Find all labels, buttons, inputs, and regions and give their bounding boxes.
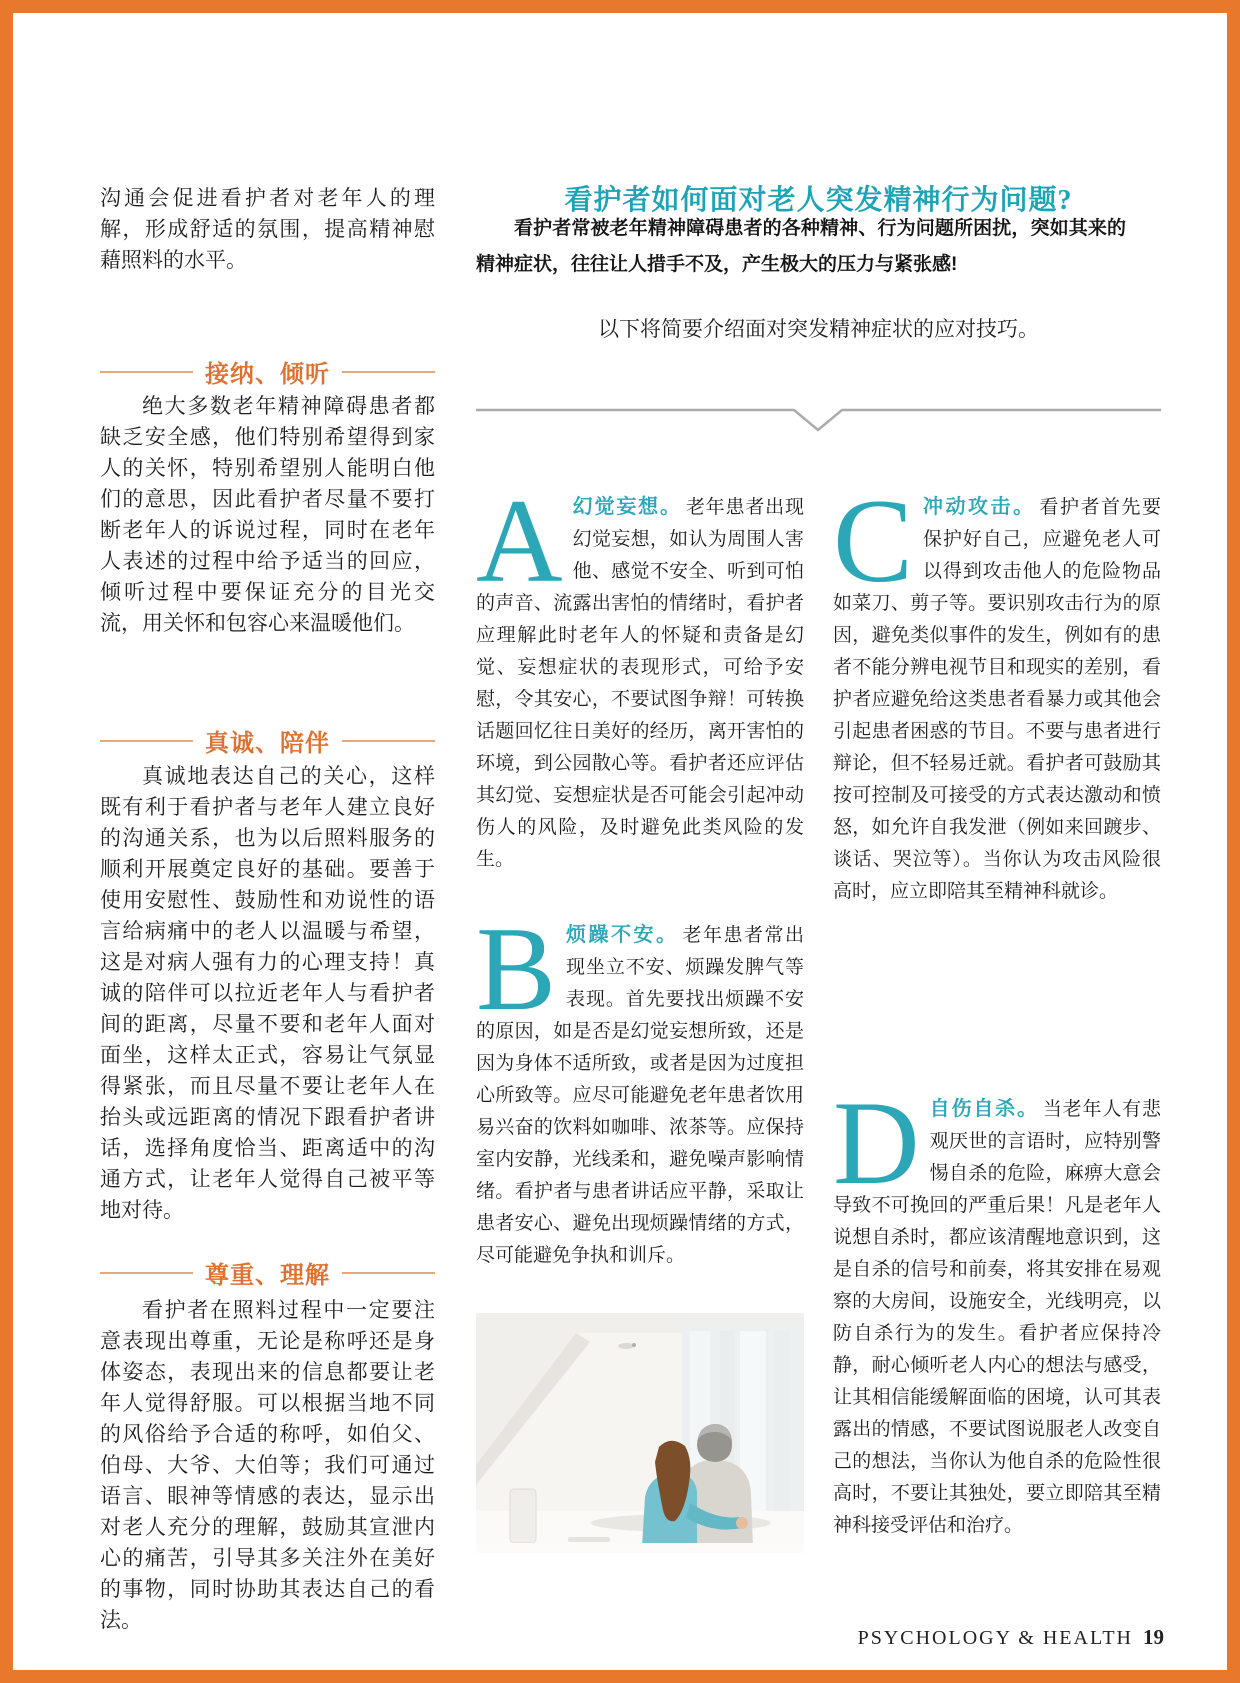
section-body-respect-understand: 看护者在照料过程中一定要注意表现出尊重，无论是称呼还是身体姿态，表现出来的信息都要让老年人觉得舒服。可以根据当地不同的风俗给予合适的称呼，如伯父、伯母、大爷、大伯等；我们可通过语言、眼神等情感的表达，显示出对老人充分的理解，鼓励其宣泄内心的痛苦，引导其多关注外在美好的事物，同时协助其表达自己的看法。 [100,1298,435,1632]
header-rule-right [342,1272,435,1274]
photo-illustration [476,1313,804,1553]
section-title-impulsive-attack: 冲动攻击。 [923,496,1036,518]
header-rule-left [100,371,193,373]
section-title-hallucination: 幻觉妄想。 [572,496,682,518]
section-self-harm [833,1076,1161,1542]
section-text: 看护者首先要保护好自己，应避免老人可以得到攻击他人的危险物品如菜刀、剪子等。要识别攻击行为的原因，避免类似事件的发生，例如有的患者不能分辨电视节目和现实的差别，看护者应避免给这类患者看暴力或其他会引起患者困惑的节目。不要与患者进行辩论，但不轻易迁就。看护者可鼓励其按可控制及可接受的方式表达激动和愤怒，如允许自我发泄（例如来回踱步、谈话、哭泣等）。当你认为攻击风险很高时，应立即陪其至精神科就诊。 [833,497,1161,902]
journal-name: PSYCHOLOGY & HEALTH [857,1627,1133,1649]
left-intro-paragraph: 沟通会促进看护者对老年人的理解，形成舒适的氛围，提高精神慰藉照料的水平。 [100,186,435,272]
section-title-self-harm: 自伤自杀。 [929,1098,1039,1120]
section-body-accept-listen: 绝大多数老年精神障碍患者都缺乏安全感，他们特别希望得到家人的关怀，特别希望别人能明白他们的意思，因此看护者尽量不要打断老年人的诉说过程，同时在老年人表述的过程中给予适当的回应，倾听过程中要保证充分的目光交流，用关怀和包容心来温暖他们。 [100,394,435,635]
section-restlessness [476,902,804,1272]
dropcap-letter-a: A [476,474,563,607]
page-number: 19 [1143,1625,1164,1649]
dropcap-letter-c: C [833,474,914,607]
dropcap-letter-b: B [476,902,557,1035]
section-body-sincere-company: 真诚地表达自己的关心，这样既有利于看护者与老年人建立良好的沟通关系，也为以后照料服务的顺利开展奠定良好的基础。要善于使用安慰性、鼓励性和劝说性的语言给病痛中的老人以温暖与希望，这是对病人强有力的心理支持！真诚的陪伴可以拉近老年人与看护者间的距离，尽量不要和老年人面对面坐，这样太正式，容易让气氛显得紧张，而且尽量不要让老年人在抬头或远距离的情况下跟看护者讲话，选择角度恰当、距离适中的沟通方式，让老年人觉得自己被平等地对待。 [100,764,435,1222]
section-header-label: 真诚、陪伴 [205,730,330,757]
section-header-label: 尊重、理解 [205,1262,330,1289]
header-rule-left [100,1272,193,1274]
divider-notch-graphic [476,407,1161,433]
lead-paragraph: 看护者常被老年精神障碍患者的各种精神、行为问题所困扰，突如其来的精神症状，往往让人措手不及，产生极大的压力与紧张感! [476,218,1126,275]
section-header-accept-listen [100,354,435,389]
section-header-respect-understand [100,1255,435,1290]
section-text: 老年患者常出现坐立不安、烦躁发脾气等表现。首先要找出烦躁不安的原因，如是否是幻觉妄想所致，还是因为身体不适所致，或者是因为过度担心所致等。应尽可能避免老年患者饮用易兴奋的饮料如咖啡、浓茶等。应保持室内安静，光线柔和，避免噪声影响情绪。看护者与患者讲话应平静，采取让患者安心、避免出现烦躁情绪的方式，尽可能避免争执和训斥。 [476,925,804,1266]
section-text: 老年患者出现幻觉妄想，如认为周围人害他、感觉不安全、听到可怕的声音、流露出害怕的情绪时，看护者应理解此时老年人的怀疑和责备是幻觉、妄想症状的表现形式，可给予安慰，令其安心，不要试图争辩！可转换话题回忆往日美好的经历，离开害怕的环境，到公园散心等。看护者还应评估其幻觉、妄想症状是否可能会引起冲动伤人的风险，及时避免此类风险的发生。 [476,497,804,870]
page-footer [858,1625,1164,1650]
header-rule-right [342,740,435,742]
section-header-label: 接纳、倾听 [205,361,330,388]
section-header-sincere-company [100,723,435,758]
header-rule-left [100,740,193,742]
header-rule-right [342,371,435,373]
section-text: 当老年人有悲观厌世的言语时，应特别警惕自杀的危险，麻痹大意会导致不可挽回的严重后果！凡是老年人说想自杀时，都应该清醒地意识到，这是自杀的信号和前奏，将其安排在易观察的大房间，设施安全，光线明亮，以防自杀行为的发生。看护者应保持冷静，耐心倾听老人内心的想法与感受，让其相信能缓解面临的困境，认可其表露出的情感，不要试图说服老人改变自己的想法，当你认为他自杀的危险性很高时，不要让其独处，要立即陪其至精神科接受评估和治疗。 [833,1099,1161,1536]
section-title-restlessness: 烦躁不安。 [566,924,679,946]
dropcap-letter-d: D [833,1076,920,1209]
page-title: 看护者如何面对老人突发精神行为问题? [564,185,1073,216]
section-hallucination [476,474,804,876]
sublead-line: 以下将简要介绍面对突发精神症状的应对技巧。 [598,317,1039,341]
section-impulsive-attack [833,474,1161,908]
notched-divider-line [476,407,1161,433]
caregiver-elderly-photo [476,1313,804,1553]
